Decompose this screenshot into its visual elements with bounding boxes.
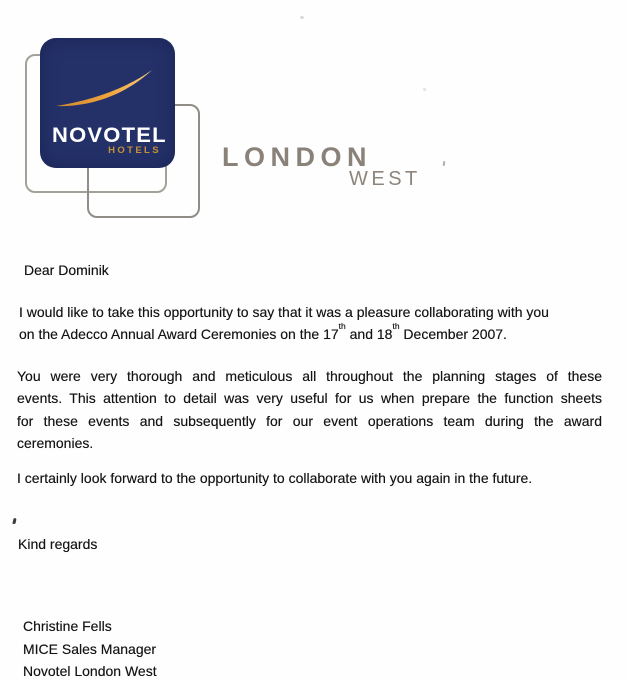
ordinal-suffix: th: [392, 321, 400, 332]
scan-speck: [12, 518, 16, 524]
location-city: LONDON: [222, 142, 372, 172]
paragraph-2-line: ceremonies.: [17, 434, 94, 451]
signature-name: Christine Fells: [23, 618, 112, 634]
paragraph-2-line: events. This attention to detail was very useful for us when prepare the function sheets: [17, 390, 602, 407]
paragraph-1-line-2-prefix: on the Adecco Annual Award Ceremonies on the 17: [19, 326, 339, 343]
paragraph-3: I certainly look forward to the opportunity to collaborate with you again in the future.: [17, 470, 533, 486]
salutation: Dear Dominik: [24, 262, 109, 278]
closing: Kind regards: [18, 536, 98, 552]
location-area: WEST: [349, 168, 421, 190]
signature-title: MICE Sales Manager: [23, 640, 157, 657]
scan-speck: [300, 16, 304, 19]
paragraph-2-line: for these events and subsequently for our event operations team during the award: [17, 412, 602, 429]
paragraph-2-line: You were very thorough and meticulous all throughout the planning stages of these: [17, 368, 602, 384]
novotel-logo-square: [40, 38, 175, 168]
scan-speck: [443, 161, 446, 166]
paragraph-1-line-1: I would like to take this opportunity to say that it was a pleasure collaborating with you: [19, 304, 549, 320]
paragraph-1-line-2-mid: and 18: [345, 326, 393, 343]
paragraph-2: [17, 365, 602, 454]
ordinal-suffix: th: [338, 321, 346, 332]
paragraph-1: [19, 301, 604, 346]
signature-block: [23, 615, 608, 681]
novotel-wordmark: NOVOTEL: [52, 122, 167, 147]
paragraph-1-line-2-suffix: December 2007.: [399, 326, 507, 343]
signature-company: Novotel London West: [23, 663, 157, 679]
hotels-label: HOTELS: [108, 145, 161, 156]
scan-speck: [423, 88, 426, 91]
